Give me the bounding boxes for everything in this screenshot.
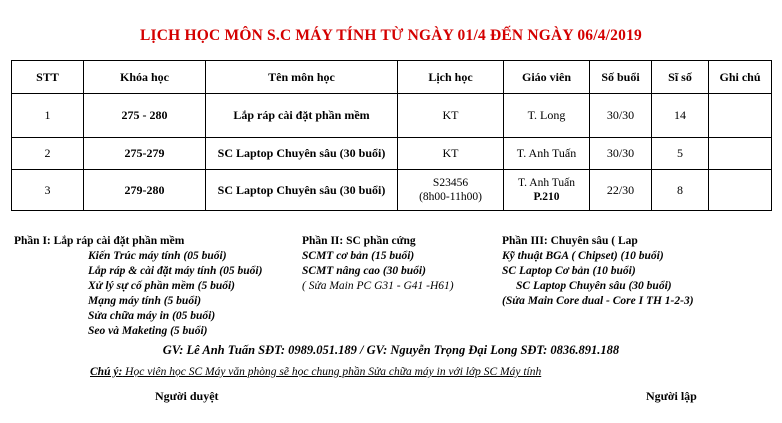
part3-item: SC Laptop Chuyên sâu (30 buổi) — [516, 280, 672, 292]
table-row — [12, 138, 772, 170]
header-si-so: Sĩ số — [652, 61, 709, 94]
cell-ghi-chu — [709, 138, 772, 170]
cell-khoa-hoc: 275-279 — [84, 138, 206, 170]
part3-item: Kỹ thuật BGA ( Chipset) (10 buổi) — [502, 250, 664, 262]
part2-section — [302, 234, 454, 294]
cell-lich-hoc — [398, 170, 504, 211]
part2-heading: Phần II: SC phần cứng — [302, 235, 416, 247]
cell-stt: 2 — [12, 138, 84, 170]
creator-signature-label: Người lập — [646, 389, 697, 403]
header-ten-mon-hoc: Tên môn học — [206, 61, 398, 94]
table-row — [12, 94, 772, 138]
page-title: LỊCH HỌC MÔN S.C MÁY TÍNH TỪ NGÀY 01/4 ĐẾN NGÀY 06/4/2019 — [140, 27, 642, 44]
cell-ten-mon-hoc: SC Laptop Chuyên sâu (30 buổi) — [206, 170, 398, 211]
giao-vien-room: P.210 — [533, 191, 560, 203]
cell-lich-hoc: KT — [398, 94, 504, 138]
notice — [90, 366, 541, 378]
notice-label: Chú ý: — [90, 366, 123, 378]
cell-ten-mon-hoc: SC Laptop Chuyên sâu (30 buổi) — [206, 138, 398, 170]
table-header-row — [12, 61, 772, 94]
cell-so-buoi: 30/30 — [590, 138, 652, 170]
part1-heading: Phần I: Lắp ráp cài đặt phần mềm — [14, 235, 185, 247]
part3-item: SC Laptop Cơ bản (10 buổi) — [502, 265, 636, 277]
part2-item: SCMT cơ bản (15 buổi) — [302, 250, 415, 262]
lich-hoc-days: S23456 — [432, 177, 469, 189]
part2-note: ( Sửa Main PC G31 - G41 -H61) — [302, 280, 454, 292]
cell-ten-mon-hoc: Lắp ráp cài đặt phần mềm — [206, 94, 398, 138]
cell-stt: 1 — [12, 94, 84, 138]
header-khoa-hoc: Khóa học — [84, 61, 206, 94]
cell-so-buoi: 30/30 — [590, 94, 652, 138]
cell-khoa-hoc: 279-280 — [84, 170, 206, 211]
part1-item: Xử lý sự cố phần mềm (5 buổi) — [88, 280, 235, 292]
cell-ghi-chu — [709, 170, 772, 211]
header-so-buoi: Số buổi — [590, 61, 652, 94]
table-row — [12, 170, 772, 211]
cell-si-so: 8 — [652, 170, 709, 211]
part3-section — [502, 234, 694, 309]
notice-text: Học viên học SC Máy văn phòng sẽ học chung phần Sửa chữa máy in với lớp SC Máy tính — [122, 366, 542, 378]
cell-lich-hoc: KT — [398, 138, 504, 170]
part1-item: Seo và Maketing (5 buổi) — [88, 325, 208, 337]
part3-note: (Sửa Main Core dual - Core I TH 1-2-3) — [502, 295, 694, 307]
cell-giao-vien — [504, 170, 590, 211]
cell-giao-vien: T. Long — [504, 94, 590, 138]
header-giao-vien: Giáo viên — [504, 61, 590, 94]
cell-stt: 3 — [12, 170, 84, 211]
part1-section — [14, 234, 262, 339]
cell-si-so: 14 — [652, 94, 709, 138]
part1-item: Sửa chữa máy in (05 buổi) — [88, 310, 216, 322]
cell-si-so: 5 — [652, 138, 709, 170]
part2-item: SCMT nâng cao (30 buổi) — [302, 265, 426, 277]
part1-item: Kiến Trúc máy tính (05 buổi) — [88, 250, 227, 262]
giao-vien-name: T. Anh Tuấn — [518, 177, 575, 189]
cell-giao-vien: T. Anh Tuấn — [504, 138, 590, 170]
approver-signature-label: Người duyệt — [155, 389, 219, 403]
schedule-table — [11, 60, 772, 211]
cell-ghi-chu — [709, 94, 772, 138]
lich-hoc-time: (8h00-11h00) — [419, 191, 482, 203]
header-ghi-chu: Ghi chú — [709, 61, 772, 94]
header-lich-hoc: Lịch học — [398, 61, 504, 94]
part1-item: Lắp ráp & cài đặt máy tính (05 buổi) — [88, 265, 263, 277]
part3-heading: Phần III: Chuyên sâu ( Lap — [502, 235, 638, 247]
cell-so-buoi: 22/30 — [590, 170, 652, 211]
part1-item: Mạng máy tính (5 buổi) — [88, 295, 202, 307]
header-stt: STT — [12, 61, 84, 94]
cell-khoa-hoc: 275 - 280 — [84, 94, 206, 138]
teacher-contacts: GV: Lê Anh Tuấn SĐT: 0989.051.189 / GV: Nguyễn Trọng Đại Long SĐT: 0836.891.188 — [162, 343, 620, 357]
